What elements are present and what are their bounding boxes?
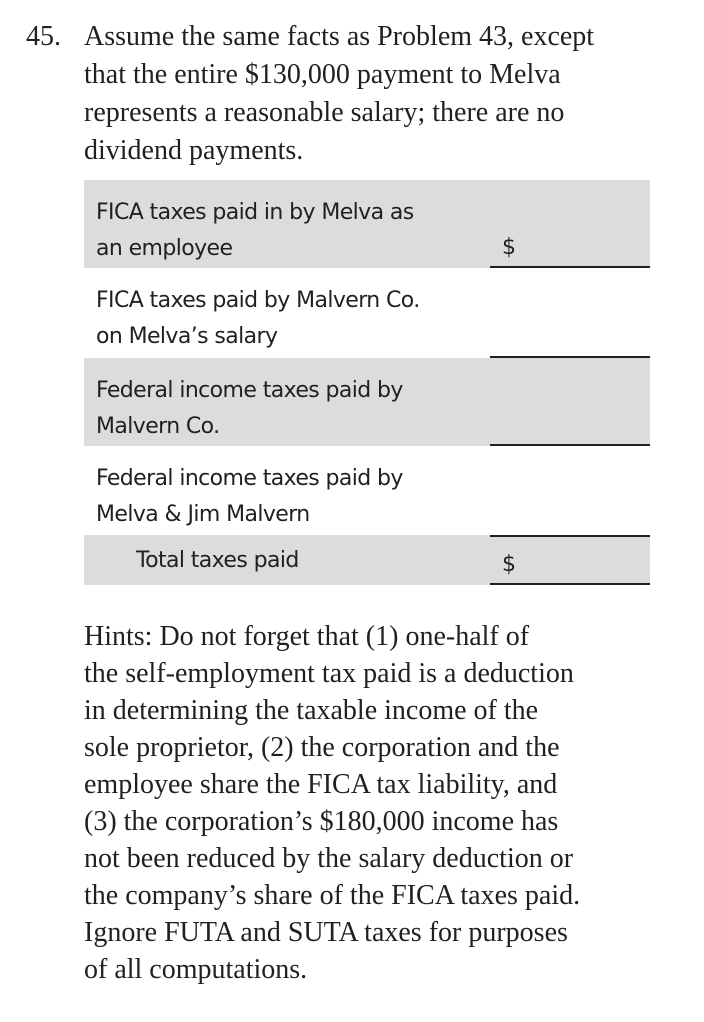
row-label-line: Federal income taxes paid by [96,466,403,491]
statement-line: dividend payments. [84,135,304,166]
table-row-fica-employer [84,268,650,358]
table-row-fica-employee [84,180,650,268]
row-label-line: an employee [96,236,233,261]
hint-line: (3) the corporation’s $180,000 income has [84,806,559,837]
statement-line: Assume the same facts as Problem 43, except [84,21,595,52]
row-label [96,373,403,445]
row-label [96,461,403,533]
statement-line: represents a reasonable salary; there are no [84,97,565,128]
table-row-corp-income-tax [84,358,650,446]
row-label-line: FICA taxes paid by Malvern Co. [96,288,420,313]
table-row-total-taxes [84,535,650,585]
hint-line: the company’s share of the FICA taxes paid. [84,880,581,911]
row-label-line: Total taxes paid [136,548,299,573]
row-label [136,543,299,579]
row-label [96,195,414,267]
hint-line: Hints: Do not forget that (1) one-half of [84,621,530,652]
hints-paragraph [84,618,664,988]
hint-line: in determining the taxable income of the [84,695,539,726]
hint-line: the self-employment tax paid is a deduction [84,658,574,689]
tax-answer-table [84,180,650,585]
problem-number: 45. [26,21,61,52]
row-label-line: FICA taxes paid in by Melva as [96,200,414,225]
answer-blank-personal-income-tax[interactable] [490,495,650,535]
hint-line: Ignore FUTA and SUTA taxes for purposes [84,917,568,948]
statement-line: that the entire $130,000 payment to Melva [84,59,561,90]
row-label-line: Federal income taxes paid by [96,378,403,403]
row-label-line: Malvern Co. [96,414,220,439]
row-label-line: Melva & Jim Malvern [96,502,310,527]
dollar-sign: $ [502,235,516,260]
answer-blank-total-taxes[interactable] [490,535,650,585]
row-label-line: on Melva’s salary [96,324,278,349]
dollar-sign: $ [502,552,516,577]
answer-blank-corp-income-tax[interactable] [490,406,650,446]
problem-statement [84,18,674,170]
answer-blank-fica-employer[interactable] [490,318,650,358]
hint-line: employee share the FICA tax liability, and [84,769,558,800]
row-label [96,283,420,355]
answer-blank-fica-employee[interactable] [490,228,650,268]
hint-line: of all computations. [84,954,308,985]
hint-line: not been reduced by the salary deduction or [84,843,574,874]
hint-line: sole proprietor, (2) the corporation and the [84,732,560,763]
table-row-personal-income-tax [84,446,650,535]
